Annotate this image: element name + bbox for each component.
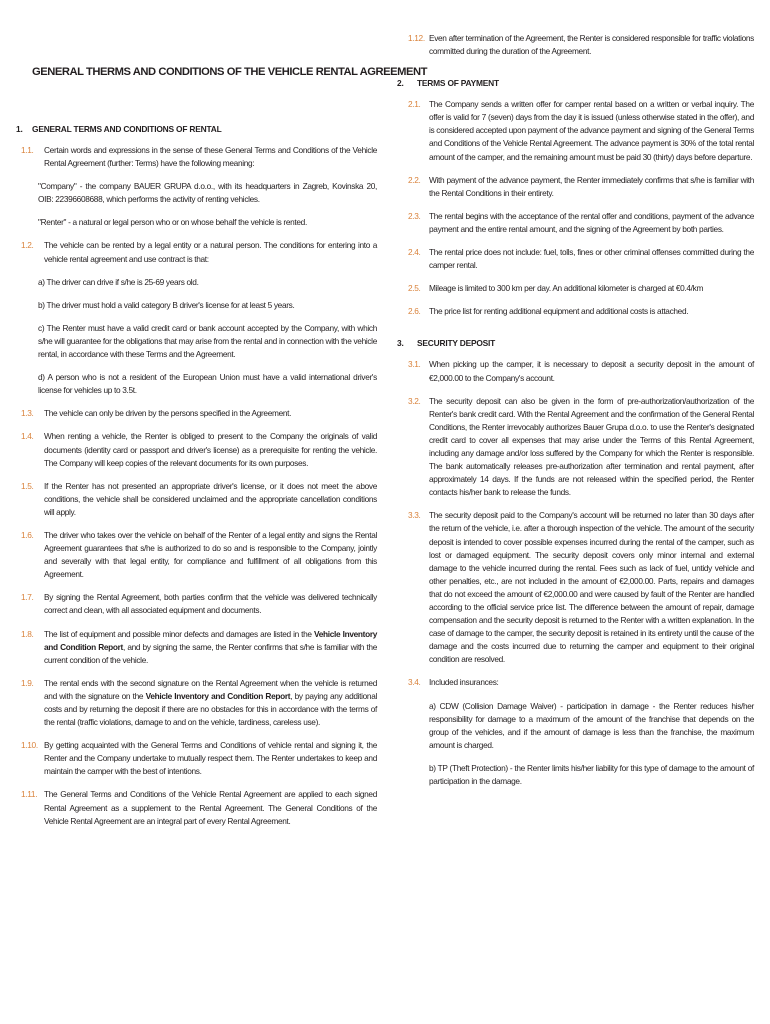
- clause-text: When renting a vehicle, the Renter is obliged to present to the Company the originals of valid documents (identity card or passport and driver's license) as a prerequisite for renting the vehicle. The Company will keep copies of the relevant documents for its own purposes.: [44, 431, 377, 468]
- section-number: 2.: [397, 78, 404, 89]
- clause-number: 1.8.: [21, 628, 34, 639]
- clause-number: 1.12.: [408, 33, 425, 43]
- condition-c: c) The Renter must have a valid credit card or bank account accepted by the Company, with which s/he will guarantee for the obligations that may arise from the rental and in connection with the vehicle rental, in accordance with these Terms and the Agreement.: [38, 322, 377, 360]
- clause-2-2: [397, 174, 754, 200]
- clause-1-10: [16, 739, 377, 778]
- clause-text: The rental begins with the acceptance of the rental offer and conditions, payment of the advance payment and the entire rental amount, and the signing of the Agreement by both parties.: [429, 210, 754, 234]
- clause-text-part: , and by signing the same, the Renter confirms that s/he is familiar with the current condition of the vehicle.: [44, 641, 377, 665]
- company-definition: "Company" - the company BAUER GRUPA d.o.o., with its headquarters in Zagreb, Kovinska 20, OIB: 22396608688, which performs the activity of renting vehicles.: [38, 181, 377, 205]
- clause-text: The vehicle can only be driven by the persons specified in the Agreement.: [44, 408, 292, 419]
- clause-number: 2.2.: [408, 174, 421, 185]
- clause-1-6: [16, 529, 377, 581]
- clause-3-3: [397, 509, 754, 666]
- clause-number: 1.4.: [21, 431, 34, 442]
- clause-number: 2.4.: [408, 247, 421, 258]
- report-reference: Vehicle Inventory and Condition Report: [44, 628, 377, 652]
- clause-3-1: [397, 358, 754, 384]
- condition-b: b) The driver must hold a valid category B driver's license for at least 5 years.: [38, 299, 295, 310]
- clause-1-9: [16, 677, 377, 729]
- insurance-cdw: a) CDW (Collision Damage Waiver) - participation in damage - the Renter reduces his/her responsibility for damage to a maximum of the amount of the franchise that depends on the group of the vehicles, and if the amount of damage is less than the franchise, the maximum amount is charged.: [429, 700, 754, 750]
- clause-number: 2.6.: [408, 306, 421, 317]
- section-1-heading: [16, 124, 377, 134]
- section-number: 3.: [397, 338, 404, 349]
- condition-a: a) The driver can drive if s/he is 25-69 years old.: [38, 276, 199, 287]
- clause-1-1: [16, 144, 377, 170]
- clause-number: 2.1.: [408, 99, 421, 110]
- clause-2-1: [397, 98, 754, 163]
- clause-2-6: [397, 305, 754, 318]
- clause-1-12: [397, 32, 754, 58]
- clause-text: By getting acquainted with the General Terms and Conditions of vehicle rental and signing it, the Renter and the Company undertake to mutually respect them. The Renter undertakes to keep and maintain the camper with the best of intentions.: [44, 740, 377, 777]
- clause-1-11: [16, 788, 377, 827]
- clause-1-7: [16, 591, 377, 617]
- clause-2-4: [397, 246, 754, 272]
- clause-number: 1.11.: [21, 789, 38, 800]
- clause-text: Mileage is limited to 300 km per day. An additional kilometer is charged at €0.4/km: [429, 283, 704, 294]
- clause-number: 1.10.: [21, 740, 38, 751]
- clause-1-5: [16, 480, 377, 519]
- clause-text: The driver who takes over the vehicle on behalf of the Renter of a legal entity and signs the Rental Agreement guarantees that s/he is authorized to do so and is responsible to the Company, jointly and severally with that legal entity, for compliance and fulfillment of all obligations from this Agreement.: [44, 529, 377, 580]
- clause-text: The Company sends a written offer for camper rental based on a written or verbal inquiry. The offer is valid for 7 (seven) days from the day it is issued (unless otherwise stated in the offer), and is considered accepted upon payment of the advance payment and signing of the General Terms and Conditions of the Vehicle Rental Agreement. The advance payment is 30% of the total rental amount of the camper, and the remaining amount must be paid 30 (thirty) days before departure.: [429, 99, 754, 162]
- clause-text: Certain words and expressions in the sense of these General Terms and Conditions of the Vehicle Rental Agreement (further: Terms) have the following meaning:: [44, 145, 377, 169]
- clause-text: [44, 628, 377, 667]
- clause-text-part: The rental ends with the second signature on the Rental Agreement when the vehicle is returned and with the signature on the: [44, 677, 377, 701]
- clause-text: Even after termination of the Agreement, the Renter is considered responsible for traffic violations committed during the duration of the Agreement.: [429, 33, 754, 57]
- clause-text: The vehicle can be rented by a legal entity or a natural person. The conditions for entering into a vehicle rental agreement and use contract is that:: [44, 240, 377, 264]
- clause-text-part: , by paying any additional costs and by returning the deposit if there are no obstacles for this in accordance with the terms of the rental (traffic violations, damage to and on the vehicle, tardiness, careless use).: [44, 690, 378, 728]
- clause-number: 3.3.: [408, 510, 421, 521]
- clause-2-3: [397, 210, 754, 236]
- clause-1-8: [16, 628, 377, 667]
- condition-d: d) A person who is not a resident of the European Union must have a valid international driver's license for vehicles up to 3.5t.: [38, 372, 377, 396]
- section-title: SECURITY DEPOSIT: [417, 338, 496, 349]
- section-2-heading: [397, 78, 754, 88]
- clause-1-4: [16, 430, 377, 469]
- clause-text: With payment of the advance payment, the Renter immediately confirms that s/he is familiar with the Rental Conditions in their entirety.: [429, 174, 754, 198]
- clause-text: The General Terms and Conditions of the Vehicle Rental Agreement are applied to each signed Rental Agreement as a supplement to the Rental Agreement. The General Conditions of the Vehicle Rental Agreement are an integral part of every Rental Agreement.: [44, 789, 377, 826]
- clause-number: 1.3.: [21, 408, 34, 419]
- clause-number: 3.4.: [408, 677, 421, 688]
- insurance-tp: b) TP (Theft Protection) - the Renter limits his/her liability for this type of damage to the amount of participation in the damage.: [429, 762, 754, 787]
- clause-text-part: The list of equipment and possible minor defects and damages are listed in the: [44, 628, 315, 639]
- clause-3-4: [397, 676, 754, 689]
- clause-text: [44, 677, 377, 729]
- clause-number: 2.5.: [408, 283, 421, 294]
- clause-text: By signing the Rental Agreement, both parties confirm that the vehicle was delivered technically correct and clean, with all associated equipment and documents.: [44, 592, 377, 616]
- document-title: GENERAL THERMS AND CONDITIONS OF THE VEHICLE RENTAL AGREEMENT: [32, 66, 427, 78]
- clause-3-2: [397, 395, 754, 500]
- clause-number: 1.9.: [21, 677, 34, 688]
- clause-number: 3.2.: [408, 395, 421, 406]
- clause-text: If the Renter has not presented an appropriate driver's license, or it does not meet the above conditions, the vehicle shall be considered unclaimed and the appropriate cancellation conditions will apply.: [44, 480, 377, 517]
- section-3-heading: [397, 338, 754, 348]
- clause-1-3: [16, 407, 377, 420]
- clause-text: Included insurances:: [429, 677, 499, 688]
- renter-definition: "Renter" - a natural or legal person who or on whose behalf the vehicle is rented.: [38, 217, 307, 228]
- clause-number: 1.6.: [21, 529, 34, 540]
- clause-2-5: [397, 282, 754, 295]
- clause-number: 3.1.: [408, 359, 421, 370]
- clause-text: The security deposit can also be given in the form of pre-authorization/authorization of the Renter's bank credit card. With the Rental Agreement and the confirmation of the General Rental Conditions, the Renter irrevocably authorizes Bauer Grupa d.o.o. to use the Renter's designated credit card to cover all expenses that may arise under the Terms of this Rental Agreement, including any damage and/or loss suffered by the Company for which the Renter is responsible. The bank automatically releases pre-authorization after termination and rental payment, after approximately 14 days. If the funds are not released within the specified period, the Renter contacts his/her bank to release the funds.: [429, 395, 754, 498]
- section-title: TERMS OF PAYMENT: [417, 78, 499, 89]
- clause-number: 1.5.: [21, 480, 34, 491]
- clause-text: The security deposit paid to the Company's account will be returned no later than 30 days after the return of the vehicle, i.e. after a thorough inspection of the vehicle. The amount of the security deposit is intended to cover possible expenses incurred during the rental of the camper, such as lost or damaged equipment. The security deposit covers only minor internal and external damage to the vehicle incurred during the rental. Fees such as lack of fuel, untidy vehicle and other penalties, etc., are not included in the amount of €2,000.00. Parts, repairs and damages that do not exceed the amount of €2,000.00 and were caused by fault of the Renter are handled according to the official service price list. The difference between the amount of repair, damage compensation and the security deposit is returned to the Renter with a written explanation. In the case of damage to the camper, the security deposit is retained in its entirety until the cause of the damage and the costs incurred due to returning the camper and equipment to their original condition are resolved.: [429, 510, 754, 665]
- clause-text: The rental price does not include: fuel, tolls, fines or other criminal offenses committed during the camper rental.: [429, 247, 754, 271]
- right-column: [397, 32, 754, 798]
- clause-number: 2.3.: [408, 210, 421, 221]
- section-number: 1.: [16, 124, 23, 134]
- clause-text: The price list for renting additional equipment and additional costs is attached.: [429, 306, 689, 317]
- clause-number: 1.7.: [21, 592, 34, 603]
- clause-number: 1.1.: [21, 145, 34, 155]
- report-reference: Vehicle Inventory and Condition Report: [145, 690, 291, 701]
- clause-number: 1.2.: [21, 240, 34, 251]
- section-title: GENERAL TERMS AND CONDITIONS OF RENTAL: [32, 124, 222, 134]
- clause-1-2: [16, 239, 377, 265]
- clause-text: When picking up the camper, it is necessary to deposit a security deposit in the amount of €2,000.00 to the Company's account.: [429, 359, 754, 383]
